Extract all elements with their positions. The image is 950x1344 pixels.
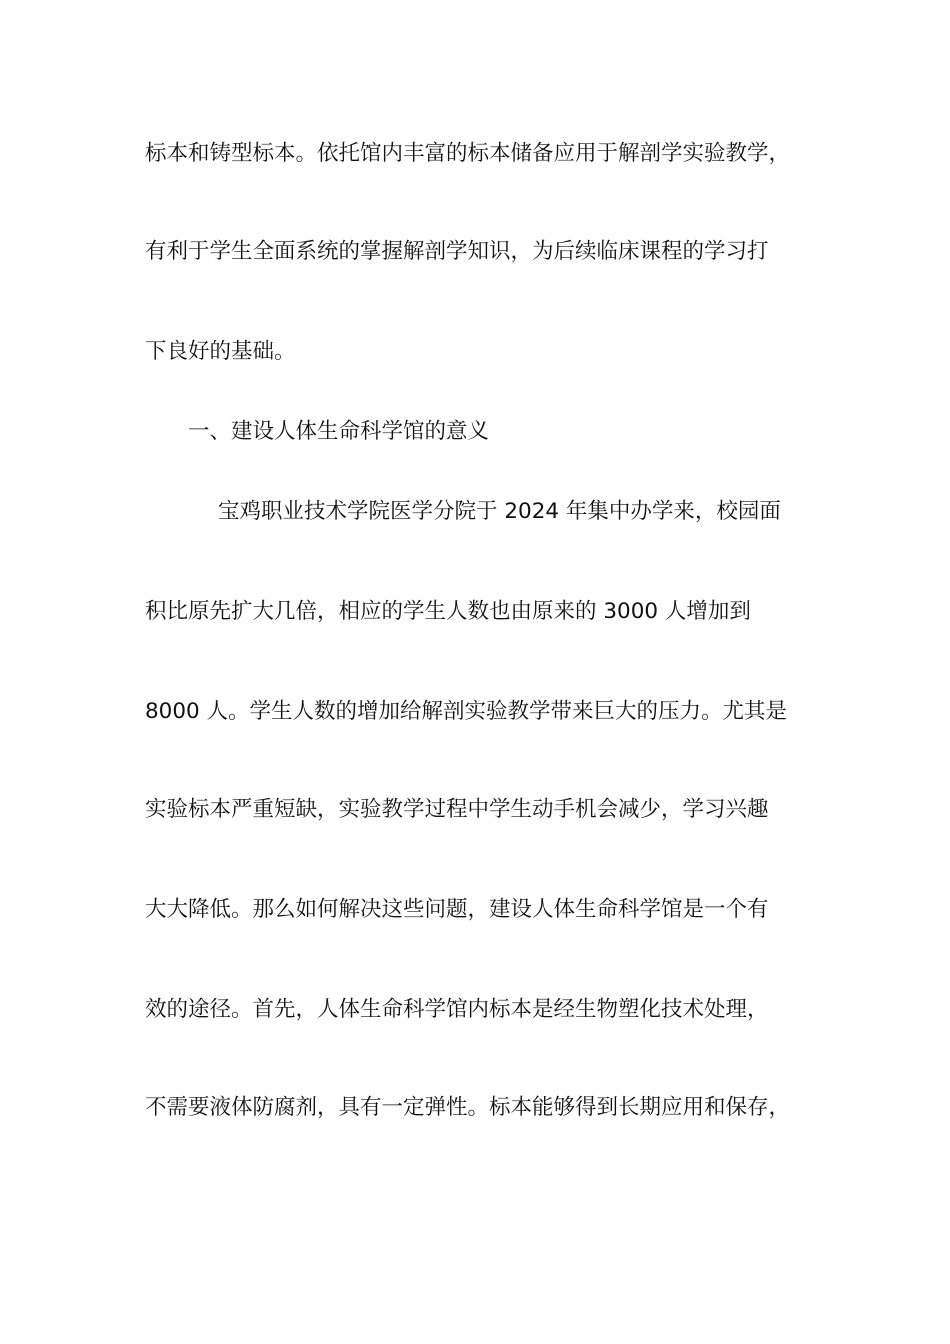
text-line-1: 标本和铸型标本。依托馆内丰富的标本储备应用于解剖学实验教学， — [145, 141, 791, 166]
text-line-8: 实验标本严重短缺，实验教学过程中学生动手机会减少，学习兴趣 — [145, 797, 769, 822]
text-line-5: 宝鸡职业技术学院医学分院于 2024 年集中办学来，校园面 — [218, 499, 781, 524]
text-line-2: 有利于学生全面系统的掌握解剖学知识，为后续临床课程的学习打 — [145, 239, 769, 264]
section-heading: 一、建设人体生命科学馆的意义 — [188, 419, 490, 444]
text-line-10: 效的途径。首先，人体生命科学馆内标本是经生物塑化技术处理， — [145, 997, 769, 1022]
text-line-9: 大大降低。那么如何解决这些问题，建设人体生命科学馆是一个有 — [145, 897, 769, 922]
text-line-7: 8000 人。学生人数的增加给解剖实验教学带来巨大的压力。尤其是 — [145, 699, 788, 724]
text-line-11: 不需要液体防腐剂，具有一定弹性。标本能够得到长期应用和保存， — [145, 1095, 791, 1120]
text-line-6: 积比原先扩大几倍，相应的学生人数也由原来的 3000 人增加到 — [145, 599, 751, 624]
text-line-3: 下良好的基础。 — [145, 339, 296, 364]
